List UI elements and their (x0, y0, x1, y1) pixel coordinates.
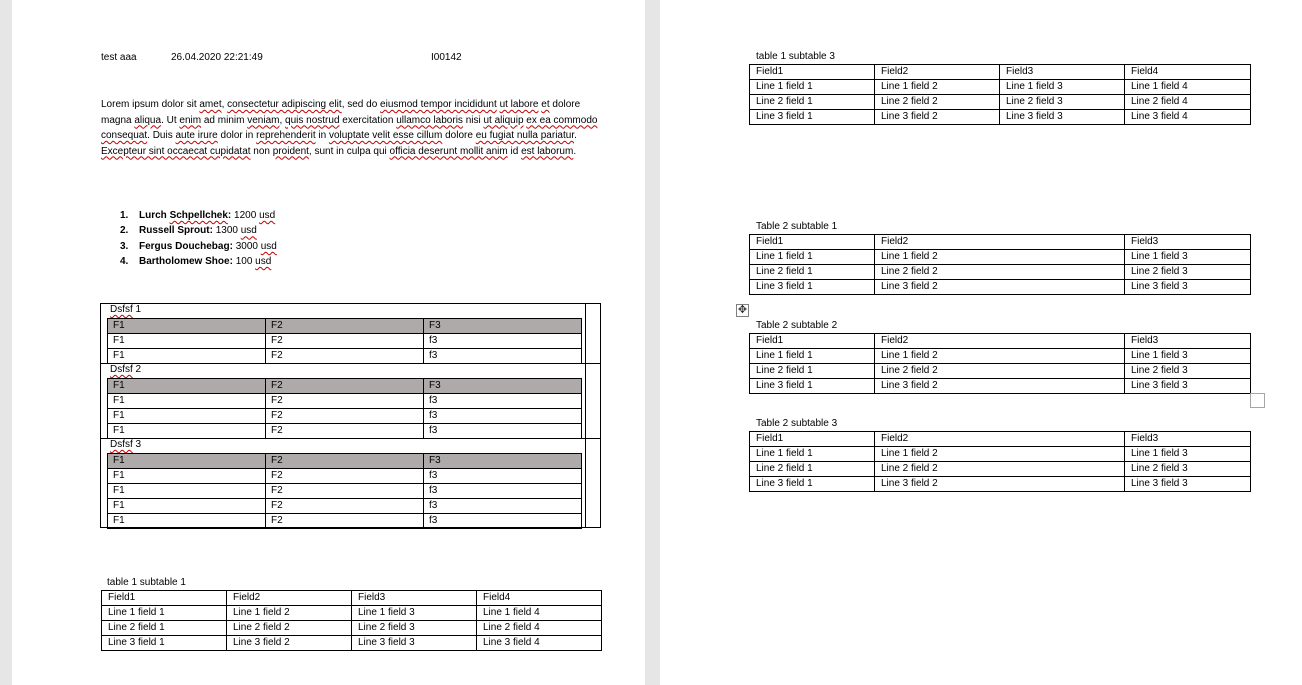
table-cell[interactable]: Line 2 field 3 (1000, 95, 1125, 110)
table-cell[interactable]: Line 2 field 4 (477, 621, 602, 636)
table-header-cell[interactable]: F3 (424, 454, 582, 469)
table-header-cell[interactable]: F3 (424, 319, 582, 334)
spellcheck-flagged-text: veniam (247, 114, 280, 126)
table-cell[interactable]: Line 1 field 3 (1000, 80, 1125, 95)
table-cell[interactable]: F2 (266, 469, 424, 484)
spellcheck-flagged-text: et (541, 99, 550, 110)
table-cell[interactable]: Line 2 field 4 (1125, 95, 1251, 110)
list-number: 3. (120, 240, 129, 252)
spellcheck-flagged-text: aute irure (175, 130, 218, 141)
table-row (750, 462, 1251, 477)
table-1-subtable-3[interactable] (749, 64, 1251, 125)
table-header-cell[interactable]: F1 (108, 379, 266, 394)
table-cell[interactable]: Line 2 field 2 (875, 95, 1000, 110)
list-item-colon: : (229, 256, 233, 268)
nested-table-title (110, 304, 141, 315)
table-cell[interactable]: Line 1 field 4 (1125, 80, 1251, 95)
table-cell[interactable]: Line 1 field 1 (750, 250, 875, 265)
table-cell[interactable]: Field1 (102, 591, 227, 606)
nested-title-word: Dsfsf (110, 364, 133, 375)
table-row (102, 606, 602, 621)
paragraph-text: dolor in (217, 130, 257, 141)
list-item (120, 254, 277, 269)
list-item-currency: usd (240, 225, 257, 237)
paragraph-text: , sed do (341, 99, 381, 110)
table-cell[interactable]: Line 2 field 2 (875, 462, 1125, 477)
header-datetime: 26.04.2020 22:21:49 (171, 52, 263, 63)
table-row (102, 636, 602, 651)
table-row (108, 349, 582, 364)
list-item (120, 208, 277, 223)
table-caption: Table 2 subtable 2 (756, 320, 838, 331)
table-cell[interactable]: F2 (266, 499, 424, 514)
table-cell[interactable]: Line 2 field 3 (1125, 265, 1251, 280)
table-cell[interactable]: Line 1 field 3 (1125, 250, 1251, 265)
list-number: 4. (120, 256, 129, 268)
list-item-name: Fergus Douchebag (139, 240, 230, 252)
table-cell[interactable]: F1 (108, 349, 266, 364)
table-caption: Table 2 subtable 1 (756, 221, 838, 232)
list-item-currency: usd (255, 256, 272, 268)
nested-header-row (108, 454, 582, 469)
spellcheck-flagged-text: reprehenderit (256, 130, 316, 141)
table-row (108, 499, 582, 514)
table-cell[interactable]: F2 (266, 394, 424, 409)
nested-inner-table[interactable] (107, 318, 582, 364)
table-header-cell[interactable]: F1 (108, 454, 266, 469)
table-cell[interactable]: Field2 (227, 591, 352, 606)
table-row (108, 469, 582, 484)
table-cell[interactable]: F2 (266, 484, 424, 499)
table-cell[interactable]: Line 3 field 4 (1125, 110, 1251, 125)
table-cell[interactable]: f3 (424, 499, 582, 514)
table-cell[interactable]: Line 3 field 1 (102, 636, 227, 651)
table-cell[interactable]: F1 (108, 484, 266, 499)
table-move-handle-icon[interactable]: ✥ (737, 304, 748, 316)
table-row (108, 409, 582, 424)
table-cell[interactable]: Line 3 field 3 (1125, 280, 1251, 295)
table-cell[interactable]: Field3 (1125, 432, 1251, 447)
table-row (750, 110, 1251, 125)
list-item-colon: : (227, 210, 232, 221)
table-row (750, 265, 1251, 280)
table-cell[interactable]: F1 (108, 469, 266, 484)
table-header-cell[interactable]: F3 (424, 379, 582, 394)
table-cell[interactable]: F1 (108, 499, 266, 514)
list-item-amount: 3000 (232, 240, 261, 252)
paragraph-text: non (250, 145, 273, 157)
table-cell[interactable]: Field1 (750, 432, 875, 447)
paragraph-text: nisi (462, 114, 484, 126)
table-row (108, 394, 582, 409)
table-header-row (750, 334, 1251, 349)
spellcheck-flagged-text: quis nostrud (285, 114, 340, 126)
table-cell[interactable]: F1 (108, 334, 266, 349)
spellcheck-flagged-text: amet (199, 99, 222, 110)
table-cell[interactable]: Line 1 field 2 (875, 80, 1000, 95)
table-row (750, 447, 1251, 462)
table-cell[interactable]: Line 2 field 3 (1125, 462, 1251, 477)
nested-title-word: Dsfsf (110, 439, 133, 450)
table-cell[interactable]: f3 (424, 349, 582, 364)
table-caption: Table 2 subtable 3 (756, 418, 838, 429)
table-cell[interactable]: f3 (424, 334, 582, 349)
table-cell[interactable]: f3 (424, 424, 582, 439)
table-cell[interactable]: Line 1 field 1 (750, 349, 875, 364)
table-cell[interactable]: Line 1 field 3 (1125, 447, 1251, 462)
spellcheck-flagged-text: enim (179, 114, 202, 126)
table-cell[interactable]: Line 3 field 2 (227, 636, 352, 651)
paragraph-text: exercitation (339, 114, 397, 126)
table-row (750, 250, 1251, 265)
table-cell[interactable]: Line 3 field 2 (875, 280, 1125, 295)
table-2-subtable-2[interactable] (749, 333, 1251, 394)
nested-title-number: 2 (132, 364, 142, 375)
table-cell[interactable]: Line 1 field 1 (750, 447, 875, 462)
table-cell[interactable]: f3 (424, 514, 582, 529)
table-row (750, 477, 1251, 492)
table-cell[interactable]: Line 2 field 1 (750, 462, 875, 477)
list-item-name: Lurch (139, 210, 170, 221)
list-item-amount: 1300 (212, 225, 241, 237)
table-cell[interactable]: f3 (424, 469, 582, 484)
table-resize-handle-icon[interactable] (1250, 393, 1265, 408)
table-row (108, 424, 582, 439)
table-cell[interactable]: Field2 (875, 65, 1000, 80)
table-2-subtable-3[interactable] (749, 431, 1251, 492)
table-cell[interactable]: Line 3 field 1 (750, 379, 875, 394)
paragraph-text: , (279, 114, 286, 126)
table-cell[interactable]: Line 3 field 3 (1125, 477, 1251, 492)
table-cell[interactable]: Line 3 field 1 (750, 280, 875, 295)
paragraph-text: , (221, 99, 228, 110)
spellcheck-flagged-text: ullamco laboris (396, 114, 463, 126)
spellcheck-flagged-text: officia deserunt mollit anim (389, 145, 508, 157)
table-cell[interactable]: Line 3 field 3 (1000, 110, 1125, 125)
list-item-currency: usd (260, 240, 277, 252)
table-cell[interactable]: Line 3 field 4 (477, 636, 602, 651)
paragraph-text: . (573, 145, 577, 157)
paragraph-text: in (315, 130, 329, 141)
table-row (750, 280, 1251, 295)
table-cell[interactable]: Line 2 field 1 (750, 265, 875, 280)
table-cell[interactable]: F2 (266, 409, 424, 424)
table-cell[interactable]: Line 1 field 4 (477, 606, 602, 621)
table-cell[interactable]: Line 3 field 2 (875, 379, 1125, 394)
table-caption: table 1 subtable 1 (107, 577, 186, 588)
paragraph-text: dolore magna (101, 99, 581, 126)
table-cell[interactable]: Line 3 field 3 (352, 636, 477, 651)
paragraph-text: , sunt in culpa qui (308, 145, 390, 157)
table-cell[interactable]: F1 (108, 409, 266, 424)
table-cell[interactable]: Line 2 field 2 (227, 621, 352, 636)
nested-table-title (110, 439, 141, 450)
table-cell[interactable]: Line 1 field 1 (750, 80, 875, 95)
paragraph-text: dolore (442, 130, 476, 141)
lorem-paragraph[interactable] (101, 97, 601, 159)
nested-header-row (108, 319, 582, 334)
table-row (108, 514, 582, 529)
table-cell[interactable]: Line 3 field 1 (750, 477, 875, 492)
table-cell[interactable]: f3 (424, 394, 582, 409)
paragraph-text: Lorem ipsum dolor sit (101, 99, 200, 110)
list-item-amount: 100 (232, 256, 256, 268)
table-header-row (102, 591, 602, 606)
document-page-1[interactable] (12, 0, 645, 685)
table-cell[interactable]: Field3 (352, 591, 477, 606)
table-row (750, 95, 1251, 110)
paragraph-text: ad minim (201, 114, 248, 126)
table-header-cell[interactable]: F2 (266, 319, 424, 334)
table-row (750, 349, 1251, 364)
spellcheck-flagged-text: ex ea commodo consequat (101, 114, 598, 141)
nested-title-number: 3 (132, 439, 142, 450)
table-2-subtable-1[interactable] (749, 234, 1251, 295)
spellcheck-flagged-text: ut aliquip (483, 114, 524, 126)
table-cell[interactable]: Field2 (875, 432, 1125, 447)
nested-title-word: Dsfsf (110, 304, 133, 315)
table-cell[interactable]: Field2 (875, 334, 1125, 349)
list-item-currency: usd (259, 210, 276, 221)
table-row (108, 334, 582, 349)
nested-header-row (108, 379, 582, 394)
table-row (108, 484, 582, 499)
document-page-2[interactable] (660, 0, 1302, 685)
table-cell[interactable]: F1 (108, 394, 266, 409)
table-caption: table 1 subtable 3 (756, 51, 835, 62)
table-cell[interactable]: F1 (108, 424, 266, 439)
spellcheck-flagged-text: est laborum (521, 145, 574, 157)
table-cell[interactable]: Line 2 field 2 (875, 265, 1125, 280)
paragraph-text: id (507, 145, 522, 157)
list-item-colon: : (229, 240, 233, 252)
table-cell[interactable]: F1 (108, 514, 266, 529)
table-cell[interactable]: Line 1 field 3 (1125, 349, 1251, 364)
table-cell[interactable]: Line 1 field 2 (875, 250, 1125, 265)
table-cell[interactable]: Field1 (750, 65, 875, 80)
list-item-name: Russell Sprout (139, 225, 210, 237)
spellcheck-flagged-text: ut labore (499, 99, 539, 110)
paragraph-text: . Ut (161, 114, 180, 126)
header-name: test aaa (101, 52, 137, 63)
table-row (750, 364, 1251, 379)
page-header-line (12, 52, 645, 66)
table-cell[interactable]: f3 (424, 484, 582, 499)
table-cell[interactable]: Line 1 field 2 (875, 349, 1125, 364)
list-item-amount: 1200 (231, 210, 260, 221)
table-cell[interactable]: Line 2 field 2 (875, 364, 1125, 379)
table-header-cell[interactable]: F2 (266, 379, 424, 394)
spellcheck-flagged-text: consectetur adipiscing elit (227, 99, 342, 110)
outer-table-column-divider (585, 304, 586, 527)
spellcheck-flagged-text: aliqua (134, 114, 162, 126)
table-cell[interactable]: Line 3 field 3 (1125, 379, 1251, 394)
table-cell[interactable]: Field1 (750, 334, 875, 349)
table-cell[interactable]: Line 3 field 1 (750, 110, 875, 125)
table-cell[interactable]: Line 2 field 1 (750, 364, 875, 379)
list-item (120, 239, 277, 254)
table-1-subtable-1[interactable] (101, 590, 602, 651)
table-header-cell[interactable]: F1 (108, 319, 266, 334)
table-header-row (750, 235, 1251, 250)
table-cell[interactable]: Field3 (1125, 235, 1251, 250)
spellcheck-flagged-text: eiusmod tempor incididunt (380, 99, 497, 110)
spellcheck-flagged-text: Excepteur sint occaecat cupidatat (101, 145, 251, 157)
list-number: 1. (120, 210, 129, 221)
list-item (120, 223, 277, 238)
list-number: 2. (120, 225, 129, 237)
list-item-name-flagged: Schpellchek (169, 210, 228, 221)
table-cell[interactable]: Line 1 field 3 (352, 606, 477, 621)
list-item-name: Bartholomew Shoe (139, 256, 230, 268)
table-cell[interactable]: Line 2 field 3 (1125, 364, 1251, 379)
table-header-row (750, 432, 1251, 447)
nested-inner-table[interactable] (107, 453, 582, 529)
table-cell[interactable]: Field3 (1000, 65, 1125, 80)
table-row (102, 621, 602, 636)
table-cell[interactable]: Field3 (1125, 334, 1251, 349)
nested-title-number: 1 (132, 304, 142, 315)
paragraph-text: . Duis (147, 130, 176, 141)
table-row (750, 379, 1251, 394)
table-cell[interactable]: Line 2 field 1 (750, 95, 875, 110)
table-cell[interactable]: Field4 (1125, 65, 1251, 80)
paragraph-text: . (574, 130, 577, 141)
table-cell[interactable]: Field1 (750, 235, 875, 250)
table-cell[interactable]: F2 (266, 514, 424, 529)
list-item-colon: : (209, 225, 213, 237)
table-cell[interactable]: Line 1 field 2 (227, 606, 352, 621)
header-code: I00142 (431, 52, 462, 63)
spellcheck-flagged-text: voluptate velit esse cillum (328, 130, 443, 141)
table-header-row (750, 65, 1251, 80)
table-row (750, 80, 1251, 95)
table-cell[interactable]: f3 (424, 409, 582, 424)
table-cell[interactable]: Line 1 field 2 (875, 447, 1125, 462)
nested-inner-table[interactable] (107, 378, 582, 439)
nested-table-title (110, 364, 141, 375)
table-cell[interactable]: Line 3 field 2 (875, 110, 1000, 125)
table-cell[interactable]: Line 2 field 3 (352, 621, 477, 636)
table-cell[interactable]: Line 2 field 1 (102, 621, 227, 636)
table-cell[interactable]: Field2 (875, 235, 1125, 250)
table-cell[interactable]: F2 (266, 424, 424, 439)
table-header-cell[interactable]: F2 (266, 454, 424, 469)
spellcheck-flagged-text: eu fugiat nulla pariatur (475, 130, 575, 141)
table-cell[interactable]: F2 (266, 334, 424, 349)
table-cell[interactable]: F2 (266, 349, 424, 364)
numbered-list[interactable] (120, 208, 277, 270)
spellcheck-flagged-text: proident (272, 145, 309, 157)
table-cell[interactable]: Line 1 field 1 (102, 606, 227, 621)
table-cell[interactable]: Field4 (477, 591, 602, 606)
table-cell[interactable]: Line 3 field 2 (875, 477, 1125, 492)
